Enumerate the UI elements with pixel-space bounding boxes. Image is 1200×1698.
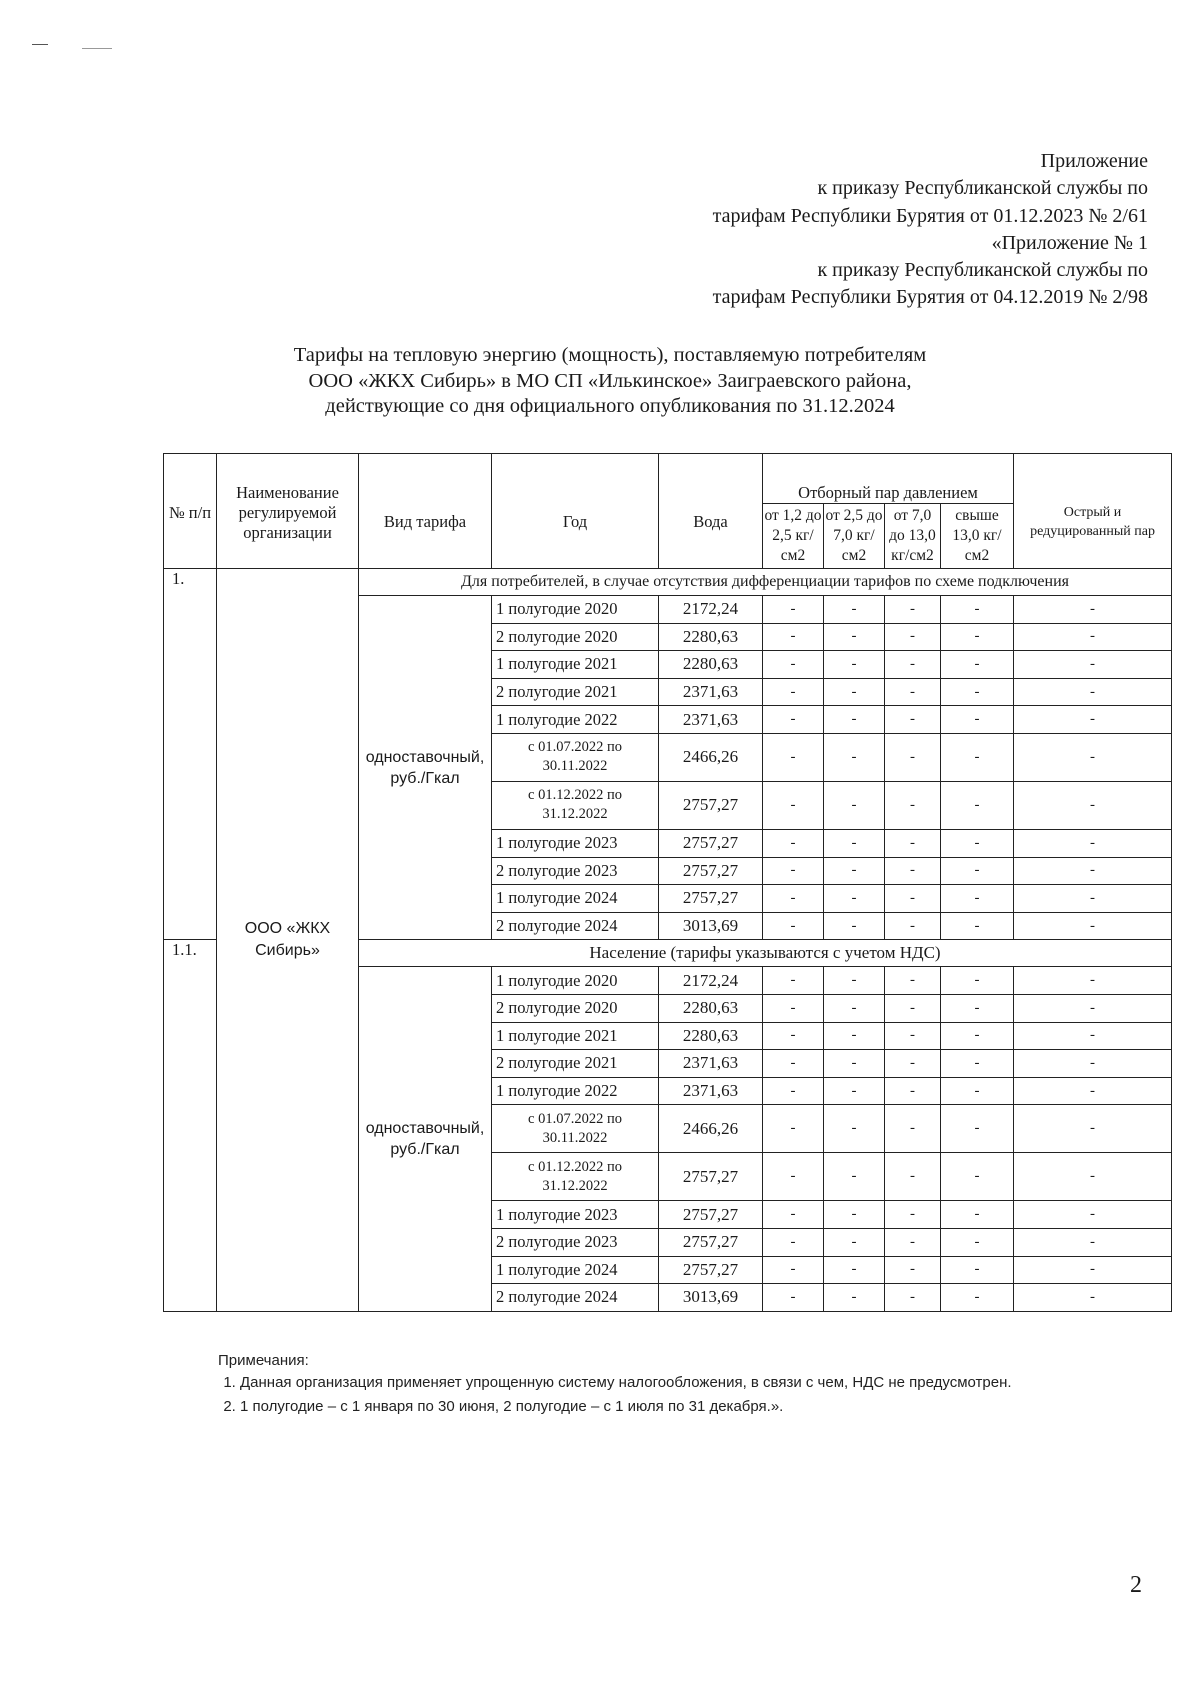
steam-tariff-value: - — [763, 994, 824, 1022]
water-tariff-value: 2371,63 — [659, 1050, 763, 1078]
period-cell: 1 полугодие 2022 — [492, 1077, 659, 1105]
header-row — [164, 454, 1172, 504]
section-caption: Население (тарифы указываются с учетом НДС) — [359, 940, 1172, 967]
period-cell: 1 полугодие 2020 — [492, 596, 659, 624]
steam-tariff-value: - — [763, 596, 824, 624]
water-tariff-value: 2371,63 — [659, 1077, 763, 1105]
steam-tariff-value: - — [763, 1105, 824, 1153]
steam-tariff-value: - — [885, 1077, 941, 1105]
period-cell: 1 полугодие 2021 — [492, 651, 659, 679]
steam-tariff-value: - — [941, 623, 1014, 651]
steam-tariff-value: - — [885, 857, 941, 885]
water-tariff-value: 2757,27 — [659, 829, 763, 857]
steam-tariff-value: - — [824, 623, 885, 651]
steam-tariff-value: - — [941, 1105, 1014, 1153]
steam-tariff-value: - — [941, 885, 1014, 913]
steam-tariff-value: - — [941, 596, 1014, 624]
water-tariff-value: 2280,63 — [659, 994, 763, 1022]
sharp-steam-tariff-value: - — [1014, 678, 1172, 706]
steam-tariff-value: - — [824, 1201, 885, 1229]
steam-tariff-value: - — [824, 781, 885, 829]
sharp-steam-tariff-value: - — [1014, 829, 1172, 857]
header-organization: Наименование регулируемой организации — [217, 454, 359, 569]
steam-tariff-value: - — [885, 885, 941, 913]
steam-tariff-value: - — [824, 829, 885, 857]
steam-tariff-value: - — [763, 1201, 824, 1229]
period-cell: 1 полугодие 2021 — [492, 1022, 659, 1050]
section-caption-row — [164, 569, 1172, 596]
steam-tariff-value: - — [824, 1022, 885, 1050]
steam-tariff-value: - — [941, 1022, 1014, 1050]
steam-tariff-value: - — [885, 651, 941, 679]
steam-tariff-value: - — [885, 1284, 941, 1312]
sharp-steam-tariff-value: - — [1014, 1105, 1172, 1153]
sharp-steam-tariff-value: - — [1014, 1228, 1172, 1256]
section-number: 1.1. — [164, 940, 217, 1311]
sharp-steam-tariff-value: - — [1014, 1284, 1172, 1312]
steam-tariff-value: - — [824, 1153, 885, 1201]
period-cell: 2 полугодие 2021 — [492, 1050, 659, 1078]
steam-tariff-value: - — [824, 651, 885, 679]
steam-tariff-value: - — [941, 678, 1014, 706]
steam-tariff-value: - — [763, 623, 824, 651]
header-year: Год — [492, 454, 659, 569]
period-cell: 1 полугодие 2024 — [492, 1256, 659, 1284]
sharp-steam-tariff-value: - — [1014, 912, 1172, 940]
steam-tariff-value: - — [885, 1050, 941, 1078]
sharp-steam-tariff-value: - — [1014, 623, 1172, 651]
header-line: тарифам Республики Бурятия от 04.12.2019 № 2/98 — [712, 286, 1148, 309]
header-line: «Приложение № 1 — [991, 231, 1148, 254]
section-number: 1. — [164, 569, 217, 940]
steam-tariff-value: - — [885, 994, 941, 1022]
sharp-steam-tariff-value: - — [1014, 1201, 1172, 1229]
water-tariff-value: 2172,24 — [659, 596, 763, 624]
sharp-steam-tariff-value: - — [1014, 1256, 1172, 1284]
water-tariff-value: 3013,69 — [659, 912, 763, 940]
steam-tariff-value: - — [824, 596, 885, 624]
water-tariff-value: 2172,24 — [659, 967, 763, 995]
steam-tariff-value: - — [941, 1228, 1014, 1256]
header-steam: Отборный пар давлением — [763, 454, 1014, 504]
period-cell: 2 полугодие 2021 — [492, 678, 659, 706]
water-tariff-value: 2280,63 — [659, 651, 763, 679]
steam-tariff-value: - — [824, 885, 885, 913]
header-steam-range: свыше 13,0 кг/см2 — [941, 504, 1014, 569]
steam-tariff-value: - — [885, 912, 941, 940]
sharp-steam-tariff-value: - — [1014, 1153, 1172, 1201]
steam-tariff-value: - — [885, 829, 941, 857]
sharp-steam-tariff-value: - — [1014, 733, 1172, 781]
steam-tariff-value: - — [824, 1284, 885, 1312]
section-caption: Для потребителей, в случае отсутствия дифференциации тарифов по схеме подключения — [359, 569, 1172, 596]
scan-artifact — [32, 44, 48, 45]
tariff-type: одноставочный, руб./Гкал — [359, 596, 492, 940]
water-tariff-value: 2757,27 — [659, 1256, 763, 1284]
steam-tariff-value: - — [824, 733, 885, 781]
header-num: № п/п — [164, 454, 217, 569]
period-cell: с 01.12.2022 по 31.12.2022 — [492, 1153, 659, 1201]
steam-tariff-value: - — [824, 967, 885, 995]
steam-tariff-value: - — [824, 1228, 885, 1256]
note-item: 1. Данная организация применяет упрощенную систему налогообложения, в связи с чем, НДС не предусмотрен. — [240, 1373, 1148, 1393]
water-tariff-value: 2757,27 — [659, 781, 763, 829]
sharp-steam-tariff-value: - — [1014, 967, 1172, 995]
header-line: к приказу Республиканской службы по — [817, 177, 1148, 200]
steam-tariff-value: - — [885, 1228, 941, 1256]
water-tariff-value: 2466,26 — [659, 1105, 763, 1153]
steam-tariff-value: - — [941, 1201, 1014, 1229]
water-tariff-value: 2280,63 — [659, 623, 763, 651]
steam-tariff-value: - — [824, 678, 885, 706]
steam-tariff-value: - — [941, 1077, 1014, 1105]
steam-tariff-value: - — [885, 1022, 941, 1050]
period-cell: 2 полугодие 2020 — [492, 623, 659, 651]
period-cell: 1 полугодие 2023 — [492, 829, 659, 857]
period-cell: 2 полугодие 2023 — [492, 857, 659, 885]
steam-tariff-value: - — [941, 912, 1014, 940]
steam-tariff-value: - — [941, 829, 1014, 857]
steam-tariff-value: - — [885, 967, 941, 995]
period-cell: 2 полугодие 2024 — [492, 1284, 659, 1312]
header-line: Приложение — [1040, 150, 1148, 172]
period-cell: 1 полугодие 2020 — [492, 967, 659, 995]
period-cell: 1 полугодие 2023 — [492, 1201, 659, 1229]
steam-tariff-value: - — [763, 829, 824, 857]
water-tariff-value: 2757,27 — [659, 1201, 763, 1229]
steam-tariff-value: - — [941, 651, 1014, 679]
steam-tariff-value: - — [763, 1022, 824, 1050]
steam-tariff-value: - — [885, 678, 941, 706]
steam-tariff-value: - — [763, 706, 824, 734]
steam-tariff-value: - — [763, 885, 824, 913]
header-line: к приказу Республиканской службы по — [817, 259, 1148, 282]
steam-tariff-value: - — [885, 781, 941, 829]
note-item: 2. 1 полугодие – с 1 января по 30 июня, 2 полугодие – с 1 июля по 31 декабря.». — [240, 1397, 1148, 1417]
water-tariff-value: 2280,63 — [659, 1022, 763, 1050]
water-tariff-value: 2757,27 — [659, 885, 763, 913]
period-cell: 2 полугодие 2020 — [492, 994, 659, 1022]
steam-tariff-value: - — [824, 1105, 885, 1153]
steam-tariff-value: - — [941, 1050, 1014, 1078]
water-tariff-value: 2757,27 — [659, 1153, 763, 1201]
sharp-steam-tariff-value: - — [1014, 651, 1172, 679]
sharp-steam-tariff-value: - — [1014, 1050, 1172, 1078]
sharp-steam-tariff-value: - — [1014, 994, 1172, 1022]
steam-tariff-value: - — [885, 733, 941, 781]
header-steam-range: от 2,5 до 7,0 кг/см2 — [824, 504, 885, 569]
sharp-steam-tariff-value: - — [1014, 781, 1172, 829]
appendix-header — [713, 148, 1148, 312]
water-tariff-value: 2371,63 — [659, 678, 763, 706]
header-line: тарифам Республики Бурятия от 01.12.2023 № 2/61 — [712, 204, 1148, 227]
steam-tariff-value: - — [763, 1077, 824, 1105]
steam-tariff-value: - — [763, 1284, 824, 1312]
steam-tariff-value: - — [763, 1256, 824, 1284]
steam-tariff-value: - — [763, 857, 824, 885]
sharp-steam-tariff-value: - — [1014, 1022, 1172, 1050]
header-tariff-type: Вид тарифа — [359, 454, 492, 569]
title-line: Тарифы на тепловую энергию (мощность), поставляемую потребителям — [293, 344, 927, 366]
sharp-steam-tariff-value: - — [1014, 885, 1172, 913]
steam-tariff-value: - — [824, 1050, 885, 1078]
notes-heading: Примечания: — [218, 1352, 309, 1369]
steam-tariff-value: - — [763, 678, 824, 706]
steam-tariff-value: - — [941, 967, 1014, 995]
steam-tariff-value: - — [885, 706, 941, 734]
period-cell: 1 полугодие 2022 — [492, 706, 659, 734]
sharp-steam-tariff-value: - — [1014, 1077, 1172, 1105]
steam-tariff-value: - — [824, 857, 885, 885]
steam-tariff-value: - — [763, 651, 824, 679]
title-line: ООО «ЖКХ Сибирь» в МО СП «Илькинское» Заиграевского района, — [308, 369, 912, 392]
steam-tariff-value: - — [763, 1050, 824, 1078]
steam-tariff-value: - — [885, 1105, 941, 1153]
sharp-steam-tariff-value: - — [1014, 857, 1172, 885]
steam-tariff-value: - — [885, 1201, 941, 1229]
steam-tariff-value: - — [824, 912, 885, 940]
tariff-type: одноставочный, руб./Гкал — [359, 967, 492, 1311]
steam-tariff-value: - — [763, 912, 824, 940]
header-steam-range: от 1,2 до 2,5 кг/см2 — [763, 504, 824, 569]
steam-tariff-value: - — [763, 1228, 824, 1256]
steam-tariff-value: - — [885, 623, 941, 651]
steam-tariff-value: - — [941, 1256, 1014, 1284]
notes — [218, 1351, 1148, 1421]
steam-tariff-value: - — [941, 857, 1014, 885]
document-title — [150, 343, 1070, 420]
header-sharp-steam: Острый и редуцированный пар — [1014, 454, 1172, 569]
steam-tariff-value: - — [941, 994, 1014, 1022]
water-tariff-value: 2757,27 — [659, 857, 763, 885]
header-steam-range: от 7,0 до 13,0 кг/см2 — [885, 504, 941, 569]
steam-tariff-value: - — [941, 733, 1014, 781]
period-cell: с 01.12.2022 по 31.12.2022 — [492, 781, 659, 829]
tariff-table — [163, 453, 1172, 1312]
steam-tariff-value: - — [763, 1153, 824, 1201]
steam-tariff-value: - — [763, 967, 824, 995]
header-water: Вода — [659, 454, 763, 569]
sharp-steam-tariff-value: - — [1014, 706, 1172, 734]
page-number: 2 — [1130, 1572, 1142, 1598]
period-cell: 2 полугодие 2024 — [492, 912, 659, 940]
steam-tariff-value: - — [941, 781, 1014, 829]
steam-tariff-value: - — [824, 1077, 885, 1105]
period-cell: с 01.07.2022 по 30.11.2022 — [492, 733, 659, 781]
sharp-steam-tariff-value: - — [1014, 596, 1172, 624]
organization-name: ООО «ЖКХ Сибирь» — [217, 569, 359, 1312]
steam-tariff-value: - — [824, 1256, 885, 1284]
scan-artifact — [82, 48, 112, 49]
title-line: действующие со дня официального опубликования по 31.12.2024 — [325, 395, 895, 417]
period-cell: с 01.07.2022 по 30.11.2022 — [492, 1105, 659, 1153]
water-tariff-value: 3013,69 — [659, 1284, 763, 1312]
steam-tariff-value: - — [885, 596, 941, 624]
water-tariff-value: 2466,26 — [659, 733, 763, 781]
steam-tariff-value: - — [824, 706, 885, 734]
period-cell: 1 полугодие 2024 — [492, 885, 659, 913]
steam-tariff-value: - — [941, 706, 1014, 734]
steam-tariff-value: - — [941, 1284, 1014, 1312]
steam-tariff-value: - — [824, 994, 885, 1022]
period-cell: 2 полугодие 2023 — [492, 1228, 659, 1256]
steam-tariff-value: - — [763, 733, 824, 781]
water-tariff-value: 2371,63 — [659, 706, 763, 734]
water-tariff-value: 2757,27 — [659, 1228, 763, 1256]
steam-tariff-value: - — [885, 1153, 941, 1201]
steam-tariff-value: - — [763, 781, 824, 829]
steam-tariff-value: - — [885, 1256, 941, 1284]
steam-tariff-value: - — [941, 1153, 1014, 1201]
